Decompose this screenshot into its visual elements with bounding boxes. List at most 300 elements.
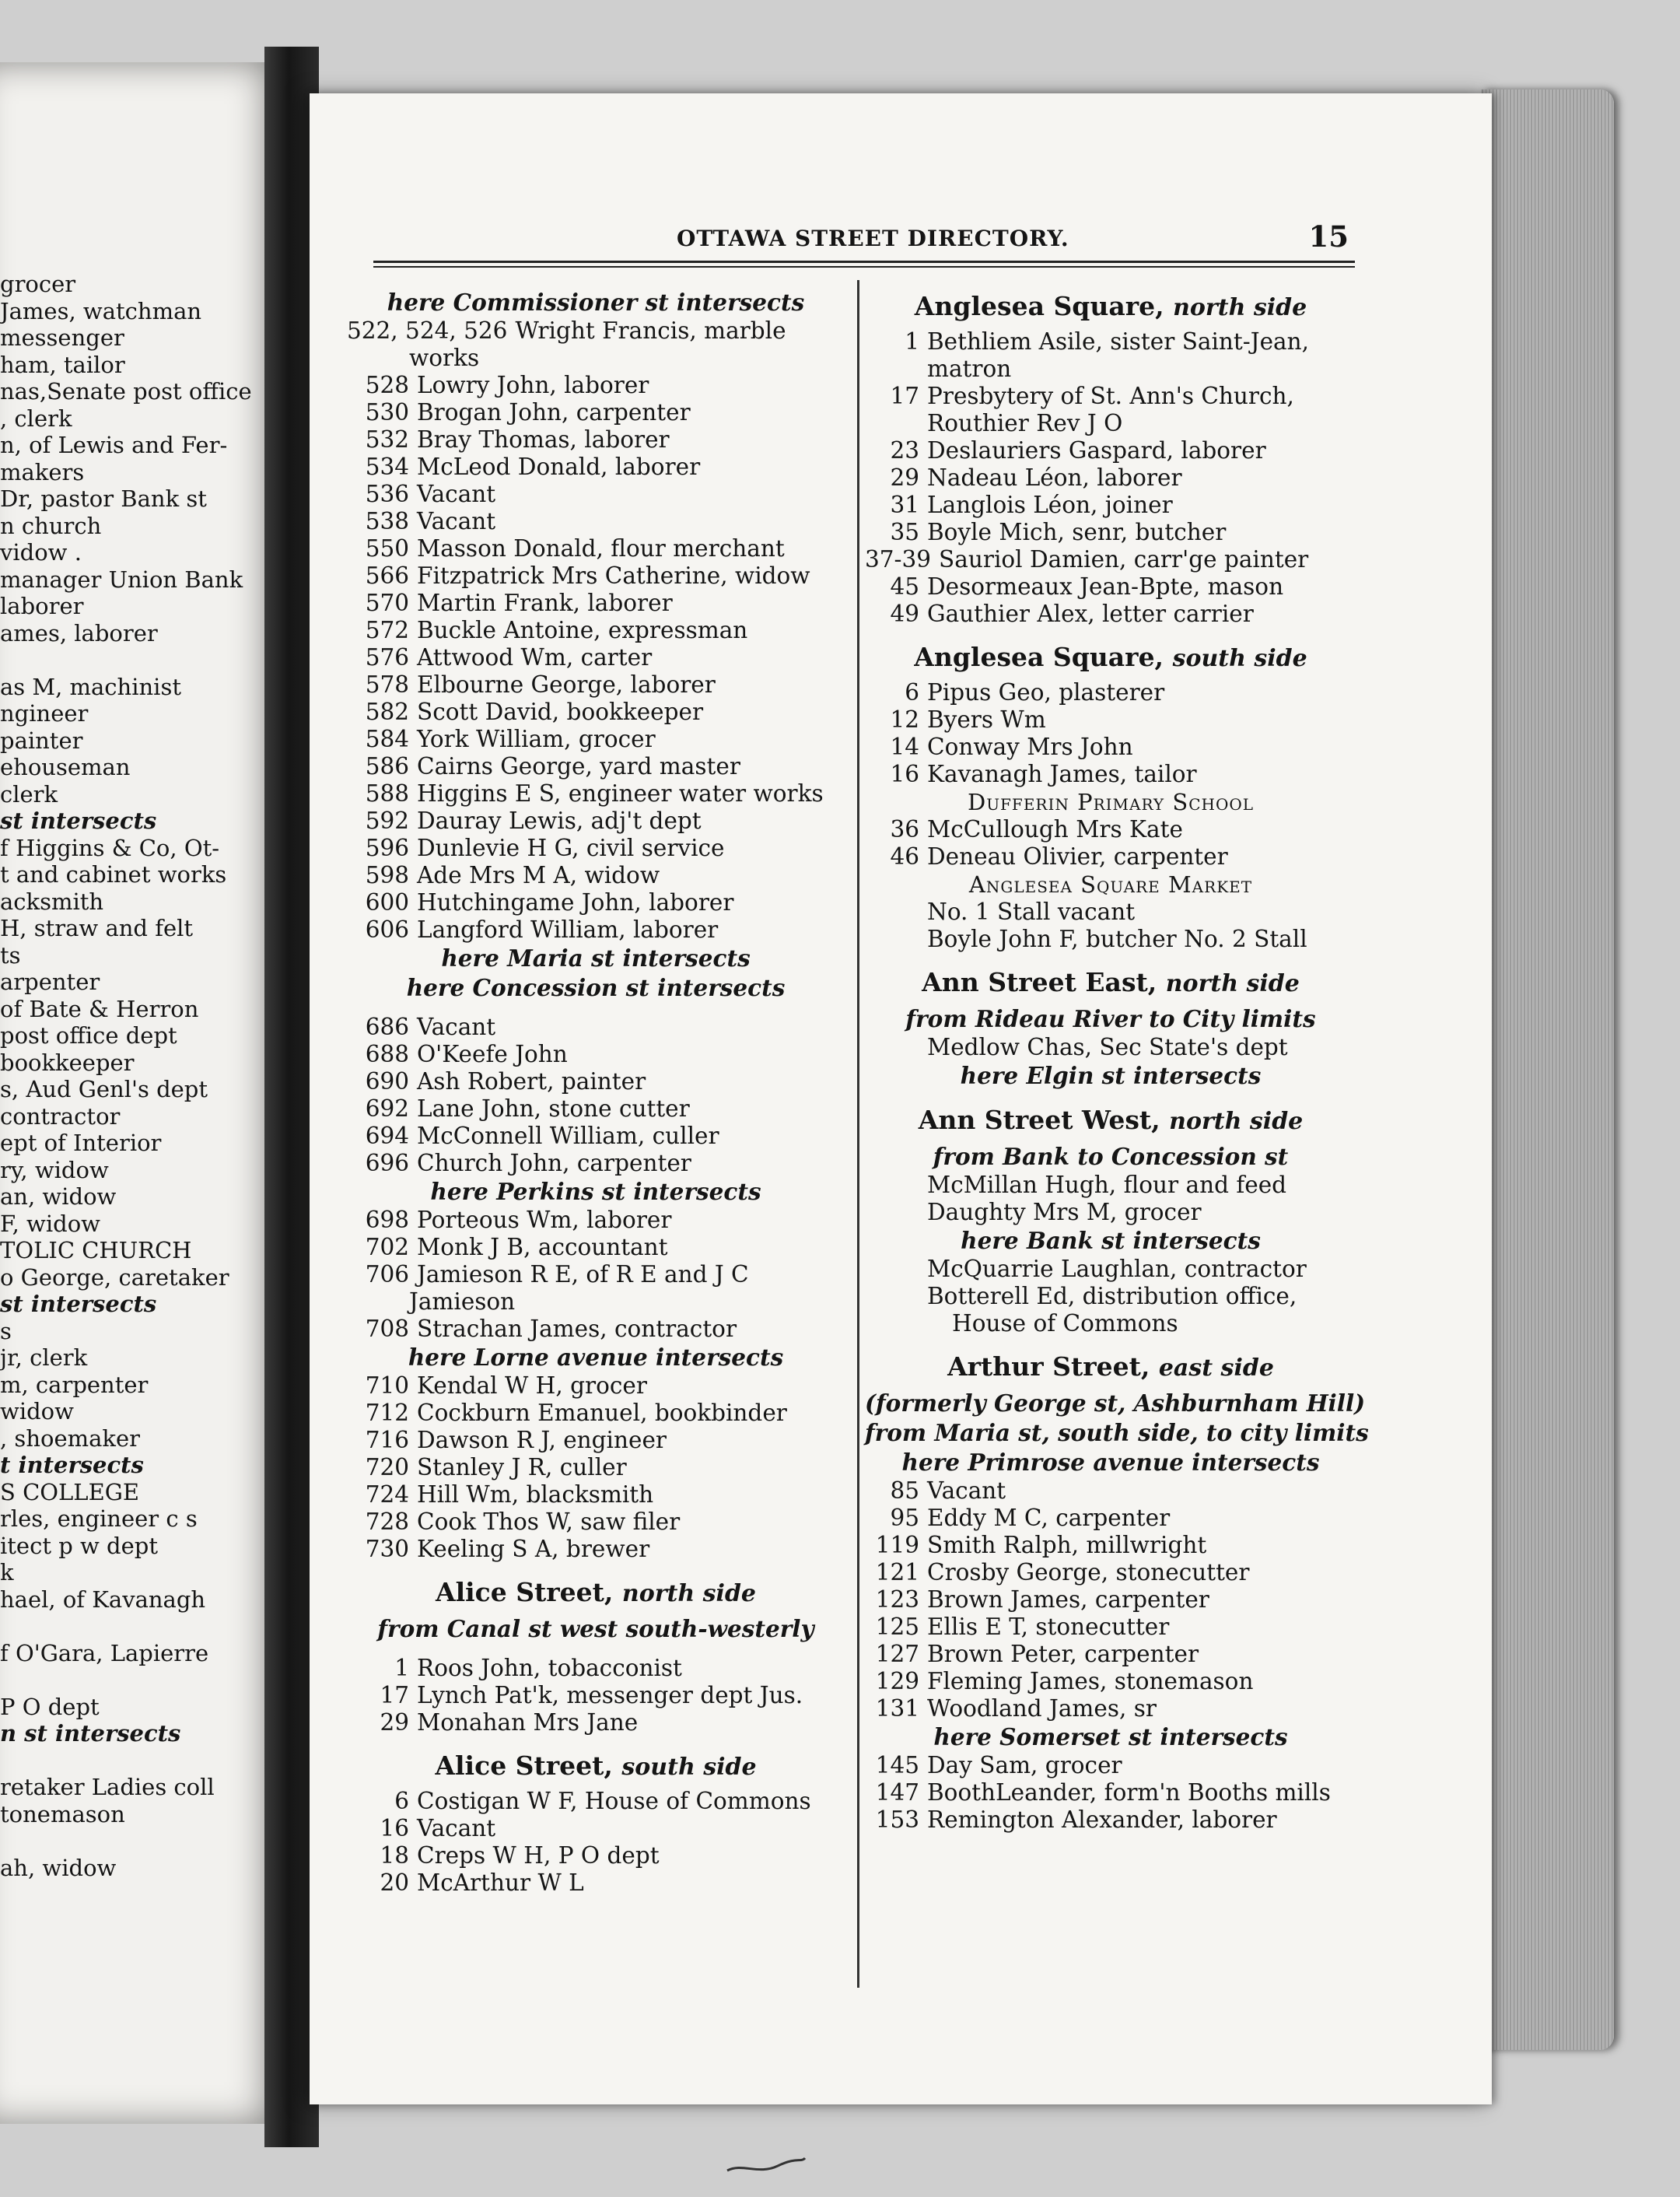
directory-entry — [865, 383, 1356, 410]
house-number: 121 — [875, 1559, 919, 1586]
intersection-note: here Maria st intersects — [441, 944, 751, 972]
directory-entry-continued: Routhier Rev J O — [927, 410, 1123, 436]
house-number: 600 — [365, 889, 409, 916]
left-page-line: as M, machinist — [0, 673, 181, 700]
intersection-note: here Concession st intersects — [406, 974, 786, 1001]
house-number: 23 — [890, 437, 919, 464]
house-number: 708 — [365, 1316, 409, 1342]
directory-entry — [347, 1536, 845, 1563]
house-number: 20 — [380, 1869, 409, 1896]
house-number: 592 — [365, 808, 409, 834]
house-number: 123 — [875, 1586, 919, 1613]
house-number: 692 — [365, 1095, 409, 1122]
resident-name: Vacant — [927, 1477, 1006, 1504]
directory-entry — [865, 1477, 1356, 1505]
house-number: 145 — [875, 1752, 919, 1778]
house-number: 550 — [365, 535, 409, 562]
left-page-line: messenger — [0, 324, 124, 351]
intersection-note: here Commissioner st intersects — [387, 289, 805, 316]
left-page-line: bookkeeper — [0, 1049, 135, 1076]
directory-entry — [865, 601, 1356, 628]
left-page-line: tonemason — [0, 1800, 125, 1827]
street-heading — [865, 288, 1356, 328]
house-number: 730 — [365, 1536, 409, 1562]
left-page-line: an, widow — [0, 1183, 117, 1210]
left-page-line: t and cabinet works — [0, 861, 227, 888]
resident-name: Hill Wm, blacksmith — [417, 1481, 654, 1508]
house-number: 127 — [875, 1641, 919, 1667]
resident-name: Church John, carpenter — [417, 1150, 691, 1176]
directory-entry-continued: McMillan Hugh, flour and feed — [927, 1172, 1287, 1198]
resident-name: McLeod Donald, laborer — [417, 454, 701, 480]
intersection-note: here Bank st intersects — [961, 1227, 1261, 1254]
directory-entry — [347, 1400, 845, 1427]
street-side: south side — [621, 1754, 757, 1781]
house-number: 119 — [875, 1532, 919, 1558]
house-number: 95 — [890, 1505, 919, 1531]
house-number: 724 — [365, 1481, 409, 1508]
intersection-note: here Somerset st intersects — [933, 1723, 1288, 1750]
resident-name: Sauriol Damien, carr'ge painter — [939, 546, 1309, 573]
house-number: 35 — [890, 519, 919, 545]
left-page-line: retaker Ladies coll — [0, 1774, 215, 1800]
resident-name: Cairns George, yard master — [417, 753, 740, 780]
directory-entry — [347, 372, 845, 399]
directory-entry — [347, 317, 845, 345]
house-number: 18 — [380, 1842, 409, 1869]
house-number: 584 — [365, 726, 409, 752]
house-number: 1 — [905, 328, 919, 355]
resident-name: Bray Thomas, laborer — [417, 426, 670, 453]
left-page-line: ept of Interior — [0, 1130, 162, 1156]
intersection-note: here Primrose avenue intersects — [901, 1449, 1320, 1476]
left-page-line: post office dept — [0, 1022, 177, 1049]
house-number: 696 — [365, 1150, 409, 1176]
resident-name: McCullough Mrs Kate — [927, 816, 1183, 843]
resident-name: Lynch Pat'k, messenger dept Jus. — [417, 1682, 803, 1708]
resident-name: Wright Francis, marble — [515, 317, 786, 344]
resident-name: Costigan W F, House of Commons — [417, 1788, 811, 1814]
house-number: 534 — [365, 454, 409, 480]
intersection-note: here Perkins st intersects — [430, 1178, 761, 1205]
resident-name: Conway Mrs John — [927, 734, 1133, 760]
resident-name: Cook Thos W, saw filer — [417, 1508, 681, 1535]
left-page-line: n, of Lewis and Fer- — [0, 432, 228, 458]
house-number: 125 — [875, 1614, 919, 1640]
directory-entry — [865, 519, 1356, 546]
directory-entry — [865, 1806, 1356, 1834]
directory-entry — [347, 1842, 845, 1869]
running-head — [366, 132, 1361, 257]
resident-name: Higgins E S, engineer water works — [417, 780, 824, 807]
street-side: north side — [1169, 1108, 1304, 1135]
left-page-line: hael, of Kavanagh — [0, 1586, 206, 1613]
resident-name: Jamieson R E, of R E and J C — [417, 1261, 749, 1288]
directory-entry — [865, 1614, 1356, 1641]
left-page-line: n church — [0, 512, 102, 539]
house-number: 131 — [875, 1695, 919, 1722]
institution-name: Anglesea Square Market — [968, 871, 1253, 898]
directory-entry — [347, 1234, 845, 1261]
directory-entry — [347, 1261, 845, 1288]
resident-name: Desormeaux Jean-Bpte, mason — [927, 573, 1284, 600]
street-name: Alice Street, — [435, 1577, 614, 1607]
house-number: 538 — [365, 508, 409, 534]
house-number: 716 — [365, 1427, 409, 1453]
directory-entry — [865, 734, 1356, 761]
directory-entry — [865, 1752, 1356, 1779]
house-number: 17 — [890, 383, 919, 409]
house-number: 706 — [365, 1261, 409, 1288]
resident-name: Creps W H, P O dept — [417, 1842, 660, 1869]
resident-name: Lowry John, laborer — [417, 372, 649, 398]
directory-entry — [865, 1505, 1356, 1532]
street-name: Anglesea Square, — [914, 291, 1164, 321]
directory-entry — [865, 573, 1356, 601]
left-page-line: f Higgins & Co, Ot- — [0, 834, 220, 861]
left-page-line: clerk — [0, 780, 58, 808]
directory-entry — [347, 508, 845, 535]
resident-name: Langford William, laborer — [417, 916, 719, 943]
directory-entry-continued: Medlow Chas, Sec State's dept — [927, 1034, 1288, 1060]
left-page-line: itect p w dept — [0, 1532, 158, 1559]
resident-name: Kavanagh James, tailor — [927, 761, 1197, 787]
intersection-note: from Rideau River to City limits — [905, 1005, 1316, 1032]
resident-name: Martin Frank, laborer — [417, 590, 673, 616]
street-side: north side — [1165, 970, 1300, 997]
directory-entry — [865, 464, 1356, 492]
left-page-line: acksmith — [0, 888, 104, 915]
house-number: 45 — [890, 573, 919, 600]
directory-entry — [347, 753, 845, 780]
house-number: 1 — [394, 1655, 409, 1681]
resident-name: Boyle Mich, senr, butcher — [927, 519, 1227, 545]
house-number: 530 — [365, 399, 409, 426]
left-page-line: nas,Senate post office — [0, 378, 252, 405]
street-side: south side — [1172, 645, 1307, 672]
house-number: 710 — [365, 1372, 409, 1399]
street-heading — [865, 1102, 1356, 1142]
resident-name: Ellis E T, stonecutter — [927, 1614, 1170, 1640]
left-page-line: makers — [0, 458, 85, 485]
directory-entry — [347, 644, 845, 671]
house-number: 12 — [890, 706, 919, 733]
resident-name: Monahan Mrs Jane — [417, 1709, 639, 1736]
house-number: 588 — [365, 780, 409, 807]
resident-name: Vacant — [417, 508, 496, 534]
left-page-line: st intersects — [0, 1291, 157, 1317]
directory-entry-continued: Daughty Mrs M, grocer — [927, 1199, 1202, 1225]
directory-entry — [347, 780, 845, 808]
directory-entry — [347, 1454, 845, 1481]
house-number: 702 — [365, 1234, 409, 1260]
directory-entry — [347, 916, 845, 944]
directory-entry — [347, 1427, 845, 1454]
house-number: 46 — [890, 843, 919, 870]
intersection-note: (formerly George st, Ashburnham Hill) — [865, 1389, 1366, 1417]
page-title: OTTAWA STREET DIRECTORY. — [677, 226, 1069, 251]
house-number: 566 — [365, 562, 409, 589]
left-page-line: arpenter — [0, 969, 100, 995]
directory-entry — [347, 835, 845, 862]
directory-entry — [865, 437, 1356, 464]
house-number: 598 — [365, 862, 409, 888]
directory-entry — [347, 617, 845, 644]
directory-entry-continued: Botterell Ed, distribution office, — [927, 1283, 1297, 1309]
resident-name: Day Sam, grocer — [927, 1752, 1122, 1778]
directory-entry — [865, 1532, 1356, 1559]
directory-entry — [347, 1068, 845, 1095]
house-number: 29 — [890, 464, 919, 491]
resident-name: Roos John, tobacconist — [417, 1655, 682, 1681]
left-page-line: , clerk — [0, 405, 72, 432]
directory-entry — [865, 328, 1356, 356]
house-number: 14 — [890, 734, 919, 760]
street-heading — [347, 1574, 845, 1614]
resident-name: Vacant — [417, 1014, 496, 1040]
resident-name: Elbourne George, laborer — [417, 671, 716, 698]
left-page-line: S COLLEGE — [0, 1478, 140, 1505]
left-page-line: st intersects — [0, 808, 157, 834]
house-number: 147 — [875, 1779, 919, 1806]
street-side: north side — [1173, 294, 1307, 321]
resident-name: Porteous Wm, laborer — [417, 1207, 672, 1233]
house-number: 522, 524, 526 — [347, 317, 508, 344]
street-heading — [865, 964, 1356, 1004]
directory-entry — [347, 1682, 845, 1709]
directory-entry — [865, 1668, 1356, 1695]
left-page-line: of Bate & Herron — [0, 995, 199, 1022]
left-page-line: grocer — [0, 271, 76, 297]
house-number: 576 — [365, 644, 409, 671]
resident-name: Crosby George, stonecutter — [927, 1559, 1250, 1586]
house-number: 578 — [365, 671, 409, 698]
left-page-line: o George, caretaker — [0, 1263, 229, 1291]
ink-mark — [723, 2155, 809, 2178]
directory-column-left — [347, 288, 845, 1897]
directory-entry — [347, 808, 845, 835]
directory-entry — [865, 1641, 1356, 1668]
left-page-line: contractor — [0, 1102, 121, 1130]
resident-name: BoothLeander, form'n Booths mills — [927, 1779, 1331, 1806]
directory-entry — [347, 1316, 845, 1343]
street-heading — [865, 639, 1356, 679]
intersection-note: from Bank to Concession st — [933, 1143, 1289, 1170]
house-number: 572 — [365, 617, 409, 643]
left-page-line: TOLIC CHURCH — [0, 1237, 192, 1263]
house-number: 720 — [365, 1454, 409, 1480]
left-page-line: jr, clerk — [0, 1344, 88, 1371]
resident-name: Masson Donald, flour merchant — [417, 535, 785, 562]
directory-entry — [347, 535, 845, 562]
directory-entry — [347, 1709, 845, 1736]
house-number: 17 — [380, 1682, 409, 1708]
resident-name: Bethliem Asile, sister Saint-Jean, — [927, 328, 1309, 355]
resident-name: Buckle Antoine, expressman — [417, 617, 748, 643]
left-page-line: painter — [0, 727, 83, 754]
left-page-line: widow — [0, 1398, 74, 1424]
resident-name: Fleming James, stonemason — [927, 1668, 1254, 1694]
resident-name: Eddy M C, carpenter — [927, 1505, 1171, 1531]
resident-name: Keeling S A, brewer — [417, 1536, 650, 1562]
left-page-line: s — [0, 1317, 12, 1344]
left-page-line: k — [0, 1559, 14, 1586]
directory-entry-continued: works — [409, 345, 480, 371]
left-page-line: ry, widow — [0, 1156, 109, 1183]
street-heading — [347, 1747, 845, 1788]
directory-entry — [347, 426, 845, 454]
resident-name: York William, grocer — [417, 726, 656, 752]
directory-entry — [347, 1869, 845, 1897]
directory-entry — [347, 1150, 845, 1177]
house-number: 49 — [890, 601, 919, 627]
directory-entry — [865, 843, 1356, 871]
left-page-line: F, widow — [0, 1210, 100, 1237]
resident-name: Gauthier Alex, letter carrier — [927, 601, 1254, 627]
house-number: 6 — [905, 679, 919, 706]
directory-entry — [347, 1041, 845, 1068]
intersection-note: from Canal st west south-westerly — [377, 1615, 814, 1642]
directory-entry — [347, 699, 845, 726]
resident-name: Dauray Lewis, adj't dept — [417, 808, 702, 834]
house-number: 712 — [365, 1400, 409, 1426]
street-name: Arthur Street, — [947, 1351, 1150, 1382]
left-page-line: ah, widow — [0, 1854, 117, 1881]
intersection-note: here Elgin st intersects — [960, 1062, 1262, 1089]
left-page-line: f O'Gara, Lapierre — [0, 1639, 209, 1666]
directory-entry — [347, 1372, 845, 1400]
street-heading — [865, 1348, 1356, 1389]
resident-name: Stanley J R, culler — [417, 1454, 627, 1480]
house-number: 688 — [365, 1041, 409, 1067]
left-page-line: P O dept — [0, 1693, 100, 1720]
header-rule — [373, 261, 1355, 268]
street-name: Anglesea Square, — [914, 642, 1164, 672]
house-number: 29 — [380, 1709, 409, 1736]
resident-name: Lane John, stone cutter — [417, 1095, 690, 1122]
house-number: 694 — [365, 1123, 409, 1149]
resident-name: Langlois Léon, joiner — [927, 492, 1173, 518]
directory-entry — [347, 1014, 845, 1041]
directory-entry — [865, 492, 1356, 519]
directory-entry — [347, 726, 845, 753]
directory-entry — [347, 562, 845, 590]
directory-entry — [865, 546, 1356, 573]
resident-name: Remington Alexander, laborer — [927, 1806, 1277, 1833]
column-divider — [857, 280, 859, 1988]
house-number: 36 — [890, 816, 919, 843]
resident-name: Scott David, bookkeeper — [417, 699, 704, 725]
street-name: Ann Street West, — [918, 1105, 1160, 1135]
directory-entry — [347, 590, 845, 617]
left-page-line: s, Aud Genl's dept — [0, 1076, 208, 1102]
resident-name: Hutchingame John, laborer — [417, 889, 734, 916]
left-page-fragment — [0, 62, 289, 2124]
directory-entry-continued: Jamieson — [409, 1288, 516, 1315]
resident-name: Presbytery of St. Ann's Church, — [927, 383, 1294, 409]
left-page-line: manager Union Bank — [0, 566, 243, 593]
resident-name: Smith Ralph, millwright — [927, 1532, 1207, 1558]
resident-name: Fitzpatrick Mrs Catherine, widow — [417, 562, 810, 589]
resident-name: Deneau Olivier, carpenter — [927, 843, 1228, 870]
left-page-line: H, straw and felt — [0, 915, 194, 941]
house-number: 528 — [365, 372, 409, 398]
directory-entry — [347, 1123, 845, 1150]
house-number: 686 — [365, 1014, 409, 1040]
left-page-line: , shoemaker — [0, 1424, 141, 1452]
directory-entry — [865, 761, 1356, 788]
house-number: 153 — [875, 1806, 919, 1833]
street-name: Alice Street, — [435, 1750, 613, 1781]
house-number: 596 — [365, 835, 409, 861]
directory-entry — [865, 679, 1356, 706]
house-number: 728 — [365, 1508, 409, 1535]
directory-entry — [347, 1788, 845, 1815]
directory-entry — [347, 889, 845, 916]
left-page-line: n st intersects — [0, 1720, 181, 1747]
directory-entry — [347, 454, 845, 481]
resident-name: McConnell William, culler — [417, 1123, 719, 1149]
directory-entry — [865, 816, 1356, 843]
resident-name: Monk J B, accountant — [417, 1234, 668, 1260]
directory-entry — [865, 706, 1356, 734]
directory-entry — [347, 481, 845, 508]
street-name: Ann Street East, — [922, 967, 1157, 997]
resident-name: Dunlevie H G, civil service — [417, 835, 725, 861]
resident-name: Brogan John, carpenter — [417, 399, 691, 426]
directory-entry — [865, 1586, 1356, 1614]
directory-entry — [347, 862, 845, 889]
house-number: 570 — [365, 590, 409, 616]
house-number: 532 — [365, 426, 409, 453]
resident-name: Deslauriers Gaspard, laborer — [927, 437, 1266, 464]
house-number: 31 — [890, 492, 919, 518]
directory-entry — [347, 1508, 845, 1536]
page-edges — [1482, 89, 1614, 2050]
left-page-line: ames, laborer — [0, 619, 158, 646]
house-number: 16 — [380, 1815, 409, 1841]
house-number: 6 — [394, 1788, 409, 1814]
spacer — [347, 1003, 845, 1014]
house-number: 606 — [365, 916, 409, 943]
house-number: 129 — [875, 1668, 919, 1694]
institution-name: Dufferin Primary School — [967, 789, 1255, 815]
left-page-line: m, carpenter — [0, 1371, 149, 1398]
left-page-line: Dr, pastor Bank st — [0, 485, 207, 512]
street-side: north side — [621, 1580, 757, 1607]
directory-entry — [347, 1095, 845, 1123]
resident-name: Byers Wm — [927, 706, 1046, 733]
house-number: 698 — [365, 1207, 409, 1233]
resident-name: Attwood Wm, carter — [417, 644, 653, 671]
directory-entry-continued: House of Commons — [952, 1310, 1178, 1337]
resident-name: Nadeau Léon, laborer — [927, 464, 1182, 491]
resident-name: Vacant — [417, 1815, 496, 1841]
house-number: 536 — [365, 481, 409, 507]
resident-name: Brown Peter, carpenter — [927, 1641, 1199, 1667]
left-page-line: laborer — [0, 593, 84, 619]
resident-name: Kendal W H, grocer — [417, 1372, 647, 1399]
directory-entry — [347, 1481, 845, 1508]
resident-name: Strachan James, contractor — [417, 1316, 737, 1342]
left-page-line: vidow . — [0, 539, 82, 566]
house-number: 582 — [365, 699, 409, 725]
resident-name: Ash Robert, painter — [417, 1068, 646, 1095]
left-page-line: ehouseman — [0, 754, 131, 780]
resident-name: McArthur W L — [417, 1869, 584, 1896]
left-page-line: ts — [0, 941, 21, 969]
left-page-line: James, watchman — [0, 297, 202, 324]
